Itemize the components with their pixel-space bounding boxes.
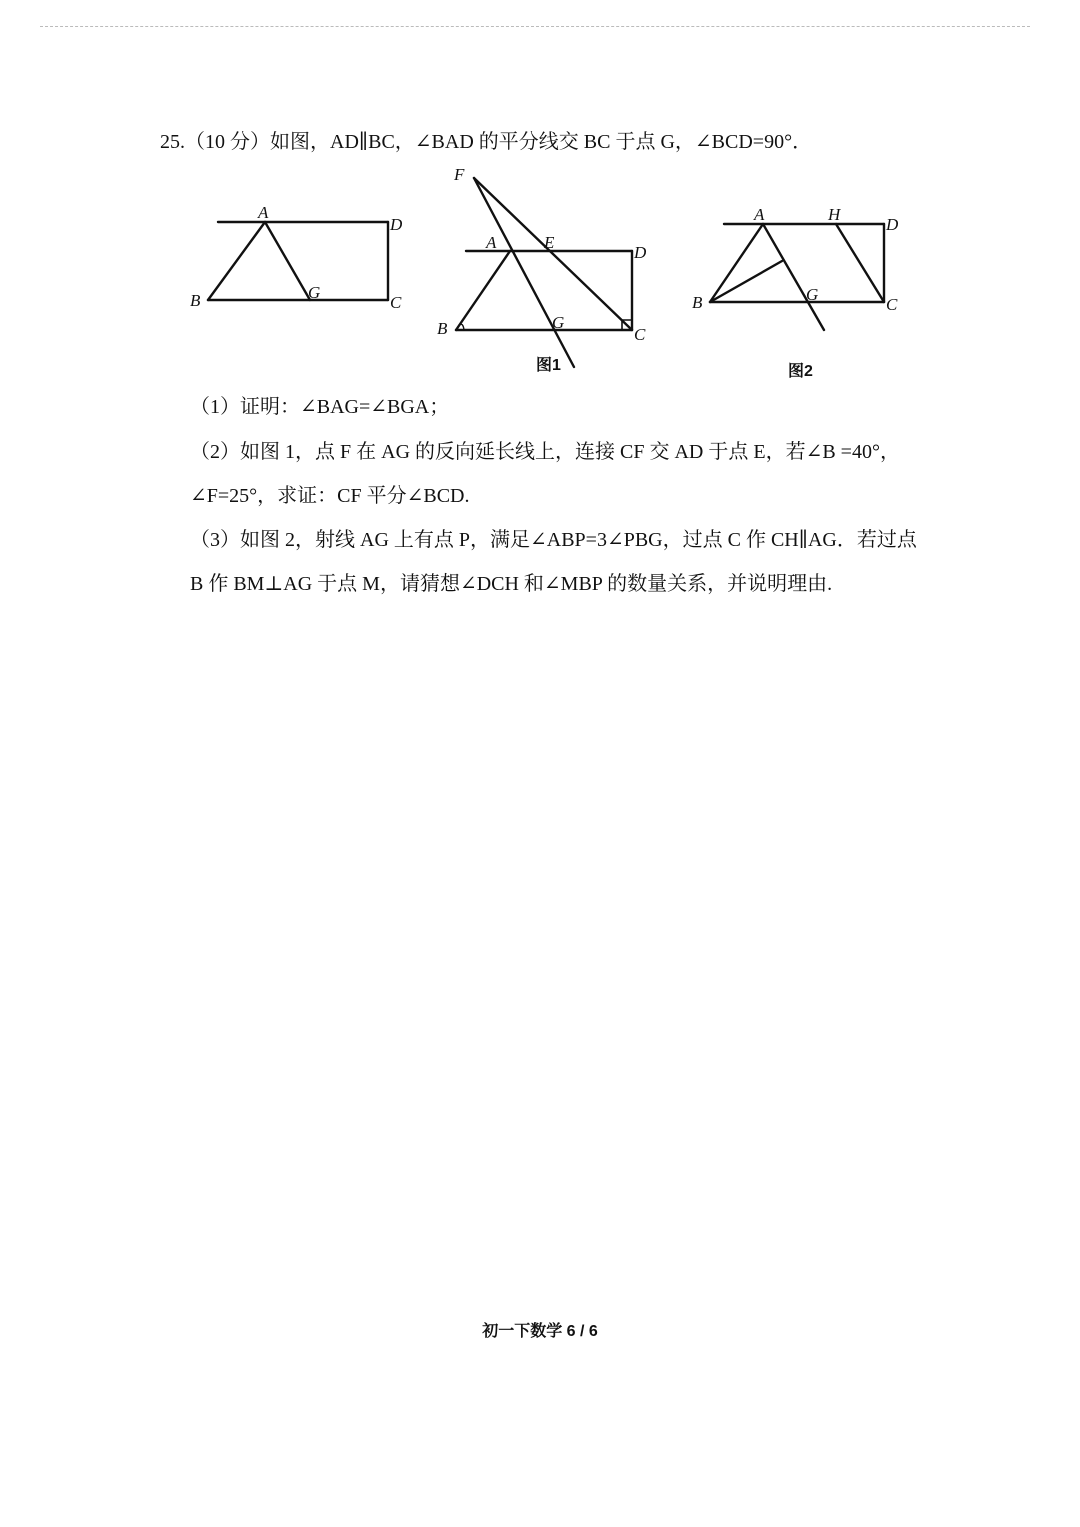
part-1: （1）证明：∠BAG=∠BGA；: [190, 396, 450, 418]
line-ab-2: [710, 224, 763, 302]
figures-svg: [180, 162, 920, 392]
figures-row: [180, 162, 920, 392]
part-2: （2）如图 1，点 F 在 AG 的反向延长线上，连接 CF 交 AD 于点 E，若∠B =40°，∠F=25°，求证：CF 平分∠BCD.: [190, 441, 900, 507]
scan-top-rule: [40, 26, 1030, 27]
line-ch-2: [836, 224, 884, 302]
problem-heading: 25.（10 分）如图，AD∥BC，∠BAD 的平分线交 BC 于点 G，∠BCD=90°．: [160, 131, 813, 153]
figure-1: [437, 165, 647, 374]
label-g-2: G: [806, 285, 819, 304]
label-c: C: [390, 293, 402, 312]
label-a-2: A: [754, 205, 765, 224]
label-a-1: A: [486, 233, 497, 252]
label-g: G: [308, 283, 321, 302]
label-c-2: C: [886, 295, 898, 314]
label-d: D: [390, 215, 403, 234]
label-g-1: G: [552, 313, 565, 332]
label-d-2: D: [886, 215, 899, 234]
label-a: A: [258, 203, 269, 222]
figure-base: [190, 203, 403, 312]
problem-25: [160, 122, 920, 162]
page-footer: 初一下数学 6 / 6: [482, 1323, 598, 1340]
line-fg-1: [474, 178, 574, 367]
figure-2: [692, 205, 899, 380]
label-h-2: H: [828, 205, 841, 224]
line-fc-1: [474, 178, 632, 330]
line-ab-1: [456, 251, 510, 330]
label-d-1: D: [634, 243, 647, 262]
part-3: （3）如图 2，射线 AG 上有点 P，满足∠ABP=3∠PBG，过点 C 作 CH∥AG．若过点 B 作 BM⊥AG 于点 M，请猜想∠DCH 和∠MBP 的数量关系，并说明理由.: [190, 529, 917, 595]
line-ab: [208, 222, 265, 300]
label-e-1: E: [544, 233, 555, 252]
label-f-1: F: [454, 165, 465, 184]
label-b: B: [190, 291, 201, 310]
label-b-2: B: [692, 293, 703, 312]
label-b-1: B: [437, 319, 448, 338]
caption-fig1: 图1: [536, 357, 561, 374]
label-c-1: C: [634, 325, 646, 344]
ray-ag-2: [763, 224, 824, 330]
caption-fig2: 图2: [788, 363, 813, 380]
line-ag: [265, 222, 310, 300]
line-bp-2: [710, 261, 782, 302]
